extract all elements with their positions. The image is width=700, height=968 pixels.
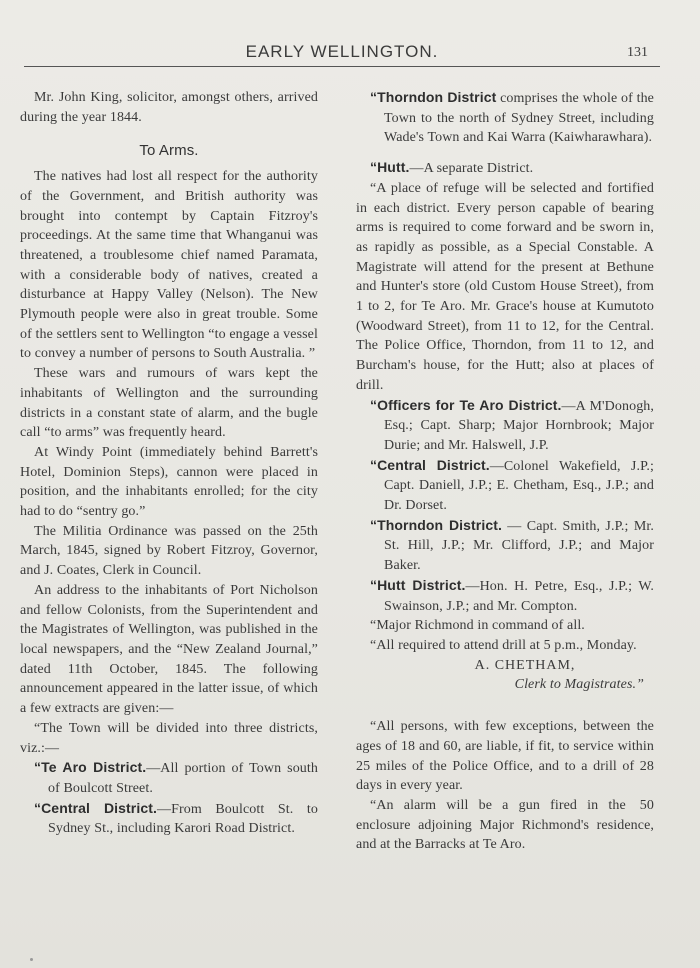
district-text: —A separate District. xyxy=(409,161,534,177)
district-te-aro xyxy=(20,758,318,798)
district-label: “Te Aro District. xyxy=(34,759,147,776)
officers-label: “Thorndon District. xyxy=(370,516,502,533)
paragraph: “Major Richmond in command of all. xyxy=(370,618,585,634)
district-label: “Thorndon District xyxy=(370,89,497,105)
sheet-marker: 50 xyxy=(639,797,654,813)
officers-label: “Officers for Te Aro District. xyxy=(370,396,562,413)
officers-label: “Hutt District. xyxy=(370,576,466,593)
paragraph: The natives had lost all respect for the authority of the Government, and British authority was brought into contempt by Captain Fitzroy's proceedings. At the same time that Whanganui was threatened, a troublesome chief named Paramata, with a considerable body of natives, created a disturbance at Happy Valley (Nelson). The New Plymouth people were also in great trouble. Some of the settlers sent to Wellington “to engage a vessel to convey a number of persons to South Australia. ” xyxy=(20,169,318,362)
paragraph: At Windy Point (immediately behind Barrett's Hotel, Dominion Steps), cannon were placed in position, and the inhabitants enrolled; for the city had to do “sentry go.” xyxy=(20,444,318,520)
officers-thorndon xyxy=(356,516,654,576)
officers-text: — Capt. Smith, J.P.; Mr. St. Hill, J.P.; Mr. Clifford, J.P.; and Major Baker. xyxy=(384,518,654,574)
paragraph: “All persons, with few exceptions, between the ages of 18 and 60, are liable, if fit, to service within 25 miles of the Police Office, and to a drill of 28 days in every year. xyxy=(356,719,654,794)
officers-text: —A M'Donogh, Esq.; Capt. Sharp; Major Hornbrook; Major Durie; and Mr. Halswell, J.P. xyxy=(384,398,654,453)
paragraph xyxy=(356,796,654,855)
officers-label: “Central District. xyxy=(370,456,490,473)
paragraph: An address to the inhabitants of Port Nicholson and fellow Colonists, from the Superintendent and the Magistrates of Wellington, was published in the local newspapers, and the “New Zealand Journal,” dated 11th October, 1845. The following announcement appeared in the latter issue, of which a few extracts are given:— xyxy=(20,582,318,717)
paragraph: “A place of refuge will be selected and fortified in each district. Every person capable of bearing arms is required to come forward and be sworn in, as rapidly as possible, as a Special Constable. A Magistrate will attend for the present at Bethune and Hunter's store (old Custom House Street), from 1 to 2, for Te Aro. Mr. Grace's house at Kumutoto (Woodward Street), from 11 to 12, for the Central. The Police Office, Thorndon, from 11 to 12, and Burcham's house, for the Hutt; also at places of drill. xyxy=(356,180,654,393)
district-text: —All portion of Town south of Boulcott Street. xyxy=(48,761,318,796)
page-header xyxy=(24,40,660,67)
paragraph: “The Town will be divided into three districts, viz.:— xyxy=(20,720,318,756)
intro-paragraph: Mr. John King, solicitor, amongst others, arrived during the year 1844. xyxy=(20,90,318,125)
district-text: —From Boulcott St. to Sydney St., including Karori Road District. xyxy=(48,801,318,837)
left-column xyxy=(20,88,318,839)
officers-hutt xyxy=(356,576,654,616)
district-thorndon xyxy=(356,88,654,148)
district-label: “Hutt. xyxy=(370,159,410,176)
district-central xyxy=(20,799,318,839)
officers-central xyxy=(356,456,654,516)
section-heading: To Arms. xyxy=(139,142,199,160)
district-text: comprises the whole of the Town to the north of Sydney Street, including Wade's Town and Kai Warra (Kaiwharawhara). xyxy=(384,91,654,146)
officers-text: —Colonel Wakefield, J.P.; Capt. Daniell, J.P.; E. Chetham, Esq., J.P.; and Dr. Dorset. xyxy=(384,458,654,514)
district-label: “Central District. xyxy=(34,799,157,816)
paragraph: “All required to attend drill at 5 p.m., Monday. xyxy=(370,637,637,653)
right-column xyxy=(356,88,654,855)
paragraph: The Militia Ordinance was passed on the 25th March, 1845, signed by Robert Fitzroy, Governor, and J. Coates, Clerk in Council. xyxy=(20,523,318,579)
officers-te-aro xyxy=(356,396,654,456)
signature-title: Clerk to Magistrates.” xyxy=(514,677,644,693)
page-number: 131 xyxy=(627,45,648,60)
officers-text: —Hon. H. Petre, Esq., J.P.; W. Swainson, J.P.; and Mr. Compton. xyxy=(384,578,655,614)
paragraph: These wars and rumours of wars kept the inhabitants of Wellington and the surrounding districts in a constant state of alarm, and the bugle call “to arms” was frequently heard. xyxy=(20,366,318,441)
paper-speck xyxy=(30,958,33,961)
alarm-text: “An alarm will be a gun fired in the enclosure adjoining Major Richmond's residence, and at the Barracks at Te Aro. xyxy=(356,797,654,853)
district-hutt xyxy=(356,158,654,179)
running-head: EARLY WELLINGTON. xyxy=(245,42,439,61)
signature-name: A. CHETHAM, xyxy=(474,657,576,673)
